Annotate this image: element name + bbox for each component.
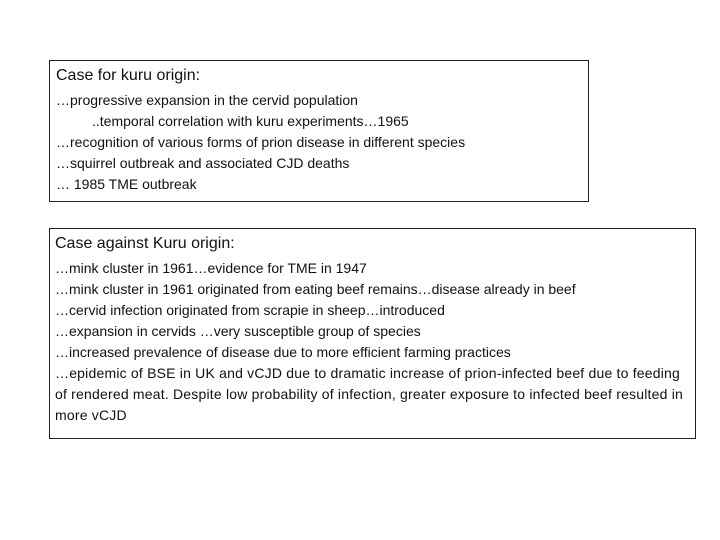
case-for-heading: Case for kuru origin: <box>56 67 201 84</box>
case-against-line-3: …cervid infection originated from scrapie in sheep…introduced <box>55 302 445 318</box>
case-for-kuru-origin-box <box>49 60 589 202</box>
case-for-line-3: …recognition of various forms of prion disease in different species <box>56 134 466 150</box>
case-against-line-4: …expansion in cervids …very susceptible group of species <box>55 323 421 339</box>
case-against-line-2: …mink cluster in 1961 originated from eating beef remains…disease already in beef <box>55 281 576 297</box>
case-for-line-1: …progressive expansion in the cervid population <box>56 92 358 108</box>
case-against-line-5: …increased prevalence of disease due to more efficient farming practices <box>55 344 511 360</box>
case-against-line-6: …epidemic of BSE in UK and vCJD due to dramatic increase of prion-infected beef due to feeding of rendered meat. Despite low probability of infection, greater exposure to infected beef resulted in more vCJD <box>55 365 683 423</box>
case-against-line-1: …mink cluster in 1961…evidence for TME in 1947 <box>55 260 367 276</box>
case-for-line-4: …squirrel outbreak and associated CJD deaths <box>56 155 350 171</box>
case-for-line-2: ..temporal correlation with kuru experiments…1965 <box>92 113 409 129</box>
case-against-heading: Case against Kuru origin: <box>55 235 235 252</box>
case-for-line-5: … 1985 TME outbreak <box>56 176 197 192</box>
case-against-kuru-origin-box <box>49 228 696 439</box>
